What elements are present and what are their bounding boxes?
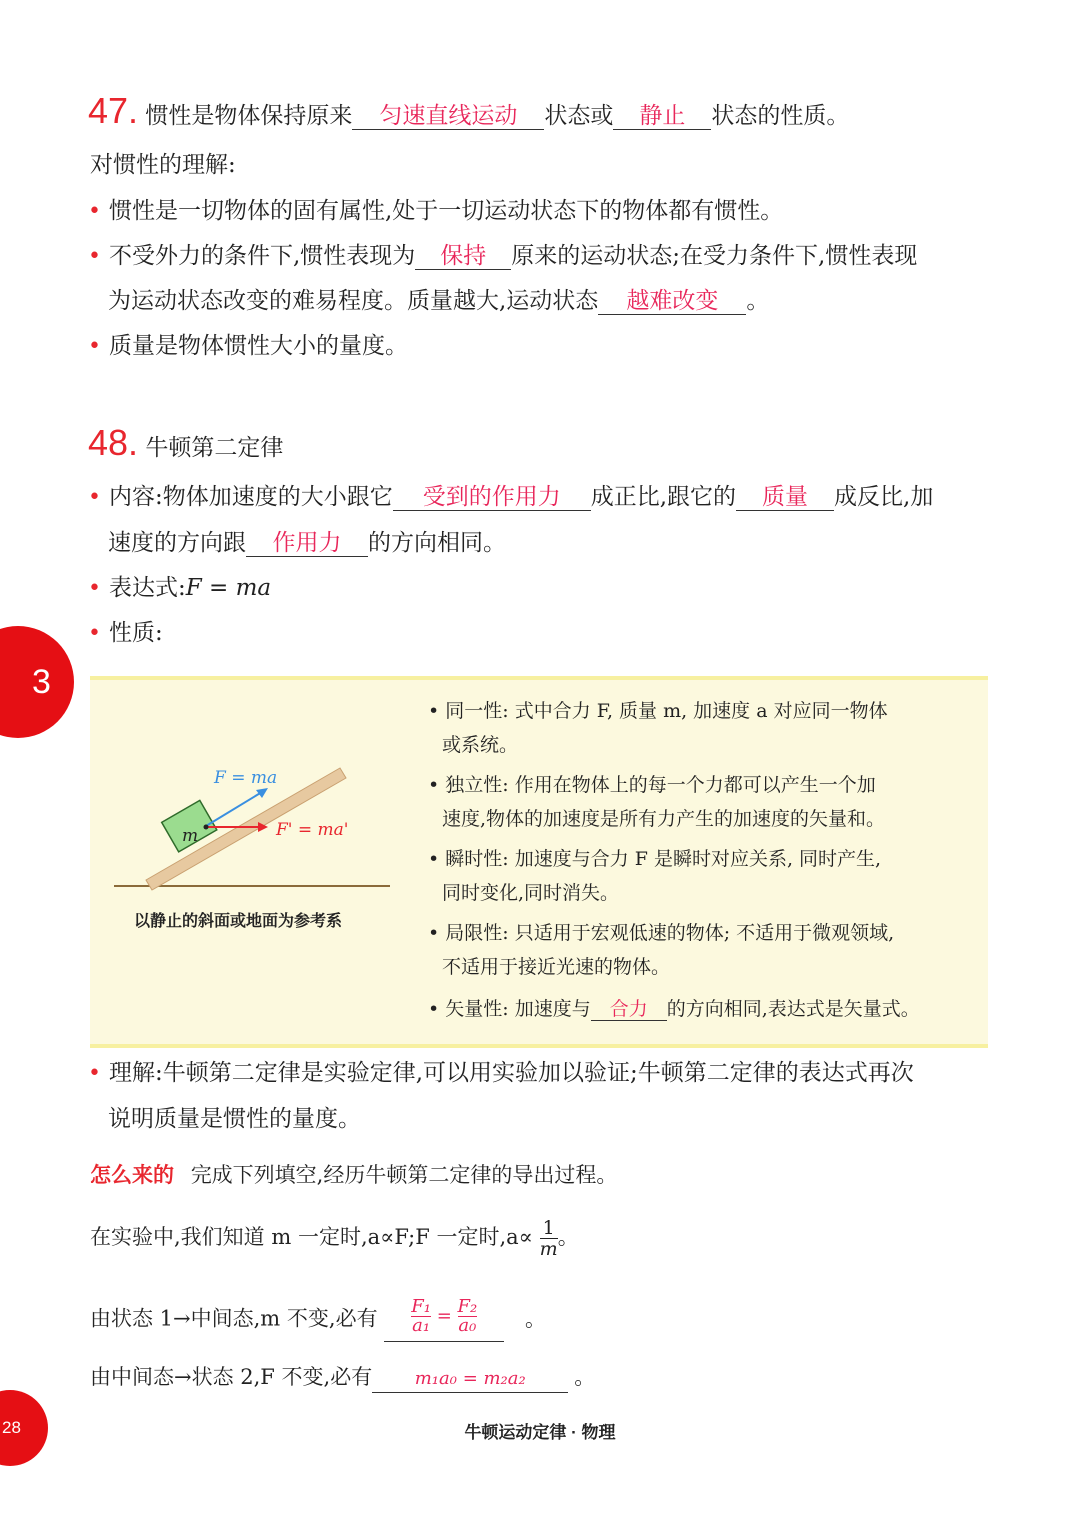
- bullet-continuation: [108, 286, 769, 316]
- derivation-text: 。: [524, 1306, 546, 1331]
- bullet-item: [88, 331, 408, 362]
- fraction: [411, 1298, 431, 1335]
- question-number: 47.: [88, 90, 139, 131]
- footer-title: 牛顿运动定律 · 物理: [464, 1423, 616, 1442]
- derivation-text: 在实验中,我们知道 m 一定时,a∝F;F 一定时,a∝: [90, 1225, 533, 1249]
- answer-blank: 作用力: [246, 530, 368, 557]
- property-text: 局限性: 只适用于宏观低速的物体; 不适用于微观领域,: [445, 922, 895, 944]
- question-number: 48.: [88, 422, 139, 463]
- bullet-item: [88, 618, 163, 649]
- fraction-numerator: 1: [540, 1218, 558, 1239]
- property-item: [428, 768, 885, 836]
- bullet-text: 。: [746, 288, 770, 314]
- bullet-text: 表达式:: [108, 575, 186, 601]
- chapter-number: 3: [32, 663, 51, 701]
- bullet-item: [88, 1058, 914, 1089]
- bullet-item: [88, 573, 271, 604]
- property-text: 矢量性: 加速度与: [445, 998, 591, 1020]
- contact-point: [204, 825, 209, 830]
- q47-text: 状态的性质。: [711, 103, 850, 129]
- bullet-item: [88, 196, 783, 227]
- mass-label: m: [182, 826, 199, 846]
- q47-text: 状态或: [544, 103, 614, 129]
- answer-blank: 质量: [736, 484, 834, 511]
- bullet-dot: •: [428, 848, 446, 870]
- property-text: 同时变化,同时消失。: [442, 882, 620, 904]
- bullet-continuation: 说明质量是惯性的量度。: [108, 1106, 361, 1132]
- answer-blank: 受到的作用力: [393, 484, 591, 511]
- derivation-text: 由中间态→状态 2,F 不变,必有: [90, 1365, 373, 1389]
- property-text: 速度,物体的加速度是所有力产生的加速度的矢量和。: [442, 808, 886, 830]
- bullet-dot: •: [88, 199, 101, 224]
- q48-title: 牛顿第二定律: [145, 435, 284, 461]
- understanding-label: 对惯性的理解:: [90, 152, 236, 178]
- bullet-item: [88, 482, 933, 513]
- derivation-intro: 完成下列填空,经历牛顿第二定律的导出过程。: [190, 1163, 618, 1187]
- bullet-dot: •: [88, 621, 101, 646]
- answer-blank: 保持: [415, 243, 511, 270]
- answer-blank: 合力: [591, 998, 667, 1021]
- bullet-dot: •: [428, 700, 446, 722]
- derivation-line: [90, 1218, 579, 1259]
- bullet-text: 内容:物体加速度的大小跟它: [108, 484, 393, 510]
- derivation-line: [90, 1298, 546, 1342]
- bullet-text: 成正比,跟它的: [590, 484, 737, 510]
- bullet-continuation: [108, 528, 506, 558]
- fraction-numerator: F₁: [411, 1296, 431, 1317]
- derivation-text: 。: [557, 1225, 579, 1249]
- bullet-text: 原来的运动状态;在受力条件下,惯性表现: [511, 243, 918, 269]
- property-item: [428, 694, 888, 762]
- fraction: [540, 1218, 558, 1259]
- properties-box: [90, 676, 988, 1048]
- property-text: 或系统。: [442, 734, 519, 756]
- fraction: [458, 1298, 478, 1335]
- derivation-text: 。: [574, 1365, 596, 1389]
- inertial-force-label: F' = ma': [276, 820, 349, 840]
- fraction-numerator: F₂: [457, 1296, 478, 1317]
- force-label: F = ma: [214, 768, 278, 788]
- property-item: [428, 992, 920, 1026]
- answer-blank: m₁a₀ = m₂a₂: [372, 1366, 568, 1393]
- property-text: 同一性: 式中合力 F, 质量 m, 加速度 a 对应同一物体: [445, 700, 888, 722]
- answer-blank: $\frac{\text{F₁}}{\text{a₁}}$ = $\frac{\text{F₂}}{\text{a₀}}$: [384, 1298, 504, 1342]
- property-text: 独立性: 作用在物体上的每一个力都可以产生一个加: [445, 774, 876, 796]
- derivation-line: [90, 1362, 595, 1393]
- property-text: 的方向相同,表达式是矢量式。: [666, 998, 920, 1020]
- derivation-label: 怎么来的: [90, 1164, 174, 1187]
- bullet-dot: •: [88, 334, 101, 359]
- bullet-dot: •: [88, 244, 101, 269]
- answer-blank: 越难改变: [598, 288, 746, 315]
- answer-blank: 匀速直线运动: [352, 103, 544, 130]
- q47-text: 惯性是物体保持原来: [145, 103, 353, 129]
- bullet-text: 惯性是一切物体的固有属性,处于一切运动状态下的物体都有惯性。: [108, 198, 784, 224]
- fraction-denominator: a₁: [412, 1315, 431, 1336]
- bullet-text: 质量是物体惯性大小的量度。: [108, 333, 408, 359]
- fraction-denominator: m: [539, 1238, 558, 1260]
- derivation-heading: [90, 1160, 617, 1191]
- bullet-dot: •: [428, 774, 446, 796]
- formula: F = ma: [185, 575, 272, 601]
- bullet-dot: •: [88, 485, 101, 510]
- bullet-text: 成反比,加: [834, 484, 934, 510]
- bullet-text: 速度的方向跟: [108, 530, 246, 556]
- chapter-tab: [0, 626, 74, 738]
- bullet-dot: •: [428, 998, 446, 1020]
- answer-blank: 静止: [613, 103, 711, 130]
- property-text: 瞬时性: 加速度与合力 F 是瞬时对应关系, 同时产生,: [445, 848, 882, 870]
- bullet-dot: •: [88, 1061, 101, 1086]
- page-number: 28: [2, 1418, 21, 1437]
- bullet-dot: •: [88, 576, 101, 601]
- force-arrowhead: [256, 788, 268, 798]
- bullet-text: 不受外力的条件下,惯性表现为: [108, 243, 416, 269]
- bullet-text: 的方向相同。: [368, 530, 506, 556]
- fraction-denominator: a₀: [458, 1315, 477, 1336]
- q47-line: [88, 90, 850, 131]
- property-text: 不适用于接近光速的物体。: [442, 956, 671, 978]
- bullet-item: [88, 241, 917, 272]
- property-item: [428, 916, 894, 984]
- bullet-text: 为运动状态改变的难易程度。质量越大,运动状态: [108, 288, 599, 314]
- derivation-text: 由状态 1→中间态,m 不变,必有: [90, 1306, 378, 1331]
- diagram-caption: 以静止的斜面或地面为参考系: [134, 913, 343, 930]
- bullet-text: 性质:: [108, 620, 163, 646]
- bullet-dot: •: [428, 922, 446, 944]
- bullet-text: 理解:牛顿第二定律是实验定律,可以用实验加以验证;牛顿第二定律的表达式再次: [108, 1060, 914, 1086]
- property-item: [428, 842, 881, 910]
- q48-heading: [88, 422, 284, 463]
